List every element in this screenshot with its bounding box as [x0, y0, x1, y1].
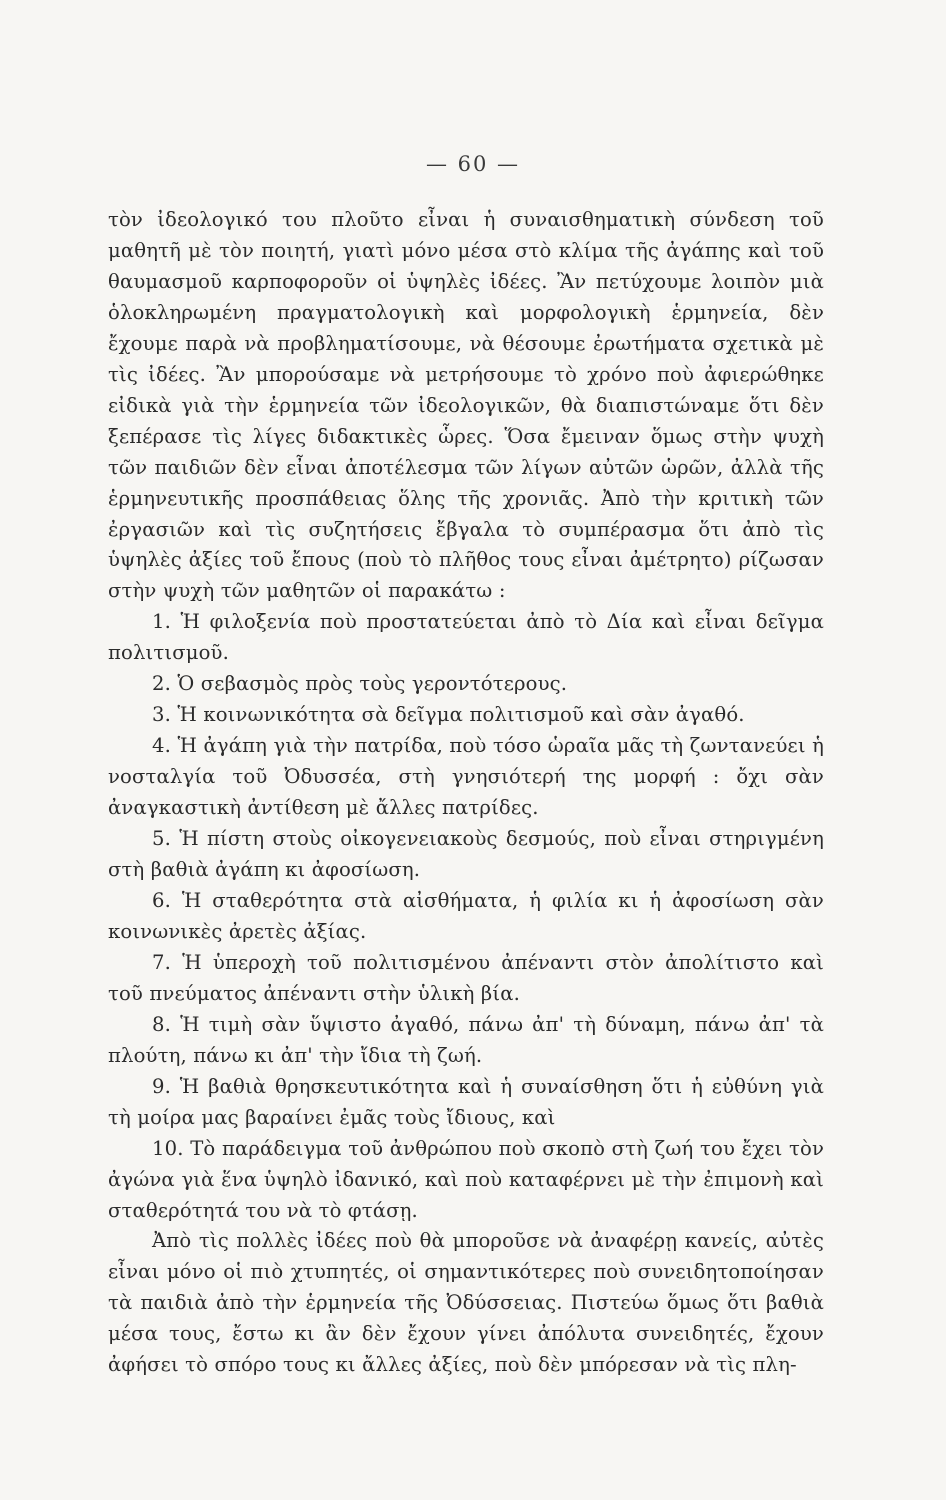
list-item: 6. Ἡ σταθερότητα στὰ αἰσθήματα, ἡ φιλία κι ἡ ἀφοσίωση σὰν κοινωνικὲς ἀρετὲς ἀξίας. [108, 888, 824, 943]
intro-paragraph: τὸν ἰδεολογικό του πλοῦτο εἶναι ἡ συναισθηματικὴ σύνδεση τοῦ μαθητῆ μὲ τὸν ποιητή, γιατὶ μόνο μέσα στὸ κλίμα τῆς ἀγάπης καὶ τοῦ θαυμασμοῦ καρποφοροῦν οἱ ὑψηλὲς ἰδέες. Ἂν πετύχουμε λοιπὸν μιὰ ὁλοκληρωμένη πραγματολογικὴ καὶ μορφολογικὴ ἑρμηνεία, δὲν ἔχουμε παρὰ νὰ προβληματίσουμε, νὰ θέσουμε ἐρωτήματα σχετικὰ μὲ τὶς ἰδέες. Ἂν μπορούσαμε νὰ μετρήσουμε τὸ χρόνο ποὺ ἀφιερώθηκε εἰδικὰ γιὰ τὴν ἑρμηνεία τῶν ἰδεολογικῶν, θὰ διαπιστώναμε ὅτι δὲν ξεπέρασε τὶς λίγες διδακτικὲς ὧρες. Ὅσα ἔμειναν ὅμως στὴν ψυχὴ τῶν παιδιῶν δὲν εἶναι ἀποτέλεσμα τῶν λίγων αὐτῶν ὡρῶν, ἀλλὰ τῆς ἑρμηνευτικῆς προσπάθειας ὅλης τῆς χρονιᾶς. Ἀπὸ τὴν κριτικὴ τῶν ἐργασιῶν καὶ τὶς συζητήσεις ἔβγαλα τὸ συμπέρασμα ὅτι ἀπὸ τὶς ὑψηλὲς ἀξίες τοῦ ἔπους (ποὺ τὸ πλῆθος τους εἶναι ἀμέτρητο) ρίζωσαν στὴν ψυχὴ τῶν μαθητῶν οἱ παρακάτω : [108, 208, 824, 603]
page-number: — 60 — [425, 152, 521, 176]
list-item: 2. Ὁ σεβασμὸς πρὸς τοὺς γεροντότερους. [152, 672, 568, 696]
list-item: 9. Ἡ βαθιὰ θρησκευτικότητα καὶ ἡ συναίσθηση ὅτι ἡ εὐθύνη γιὰ τὴ μοίρα μας βαραίνει ἐμᾶς τοὺς ἴδιους, καὶ [108, 1074, 824, 1129]
closing-paragraph: Ἀπὸ τὶς πολλὲς ἰδέες ποὺ θὰ μποροῦσε νὰ ἀναφέρῃ κανείς, αὐτὲς εἶναι μόνο οἱ πιὸ χτυπητές, οἱ σημαντικότερες ποὺ συνειδητοποίησαν τὰ παιδιὰ ἀπὸ τὴν ἑρμηνεία τῆς Ὀδύσσειας. Πιστεύω ὅμως ὅτι βαθιὰ μέσα τους, ἔστω κι ἂν δὲν ἔχουν γίνει ἀπόλυτα συνειδητές, ἔχουν ἀφήσει τὸ σπόρο τους κι ἄλλες ἀξίες, ποὺ δὲν μπόρεσαν νὰ τὶς πλη- [108, 1229, 824, 1377]
list-item: 7. Ἡ ὑπεροχὴ τοῦ πολιτισμένου ἀπέναντι στὸν ἀπολίτιστο καὶ τοῦ πνεύματος ἀπέναντι στὴν ὑλικὴ βία. [108, 950, 824, 1005]
list-item: 4. Ἡ ἀγάπη γιὰ τὴν πατρίδα, ποὺ τόσο ὡραῖα μᾶς τὴ ζωντανεύει ἡ νοσταλγία τοῦ Ὀδυσσέα, στὴ γνησιότερή της μορφή : ὄχι σὰν ἀναγκαστικὴ ἀντίθεση μὲ ἄλλες πατρίδες. [108, 734, 824, 820]
body-text [108, 205, 824, 1381]
list-item: 3. Ἡ κοινωνικότητα σὰ δεῖγμα πολιτισμοῦ καὶ σὰν ἀγαθό. [152, 703, 745, 727]
list-item: 8. Ἡ τιμὴ σὰν ὕψιστο ἀγαθό, πάνω ἀπ' τὴ δύναμη, πάνω ἀπ' τὰ πλούτη, πάνω κι ἀπ' τὴν ἴδια τὴ ζωή. [108, 1012, 824, 1067]
list-item: 1. Ἡ φιλοξενία ποὺ προστατεύεται ἀπὸ τὸ Δία καὶ εἶναι δεῖγμα πολιτισμοῦ. [108, 610, 824, 665]
list-item: 10. Τὸ παράδειγμα τοῦ ἀνθρώπου ποὺ σκοπὸ στὴ ζωή του ἔχει τὸν ἀγώνα γιὰ ἕνα ὑψηλὸ ἰδανικό, καὶ ποὺ καταφέρνει μὲ τὴν ἐπιμονὴ καὶ σταθερότητά του νὰ τὸ φτάσῃ. [108, 1136, 824, 1222]
list-item: 5. Ἡ πίστη στοὺς οἰκογενειακοὺς δεσμούς, ποὺ εἶναι στηριγμένη στὴ βαθιὰ ἀγάπη κι ἀφοσίωση. [108, 827, 824, 882]
